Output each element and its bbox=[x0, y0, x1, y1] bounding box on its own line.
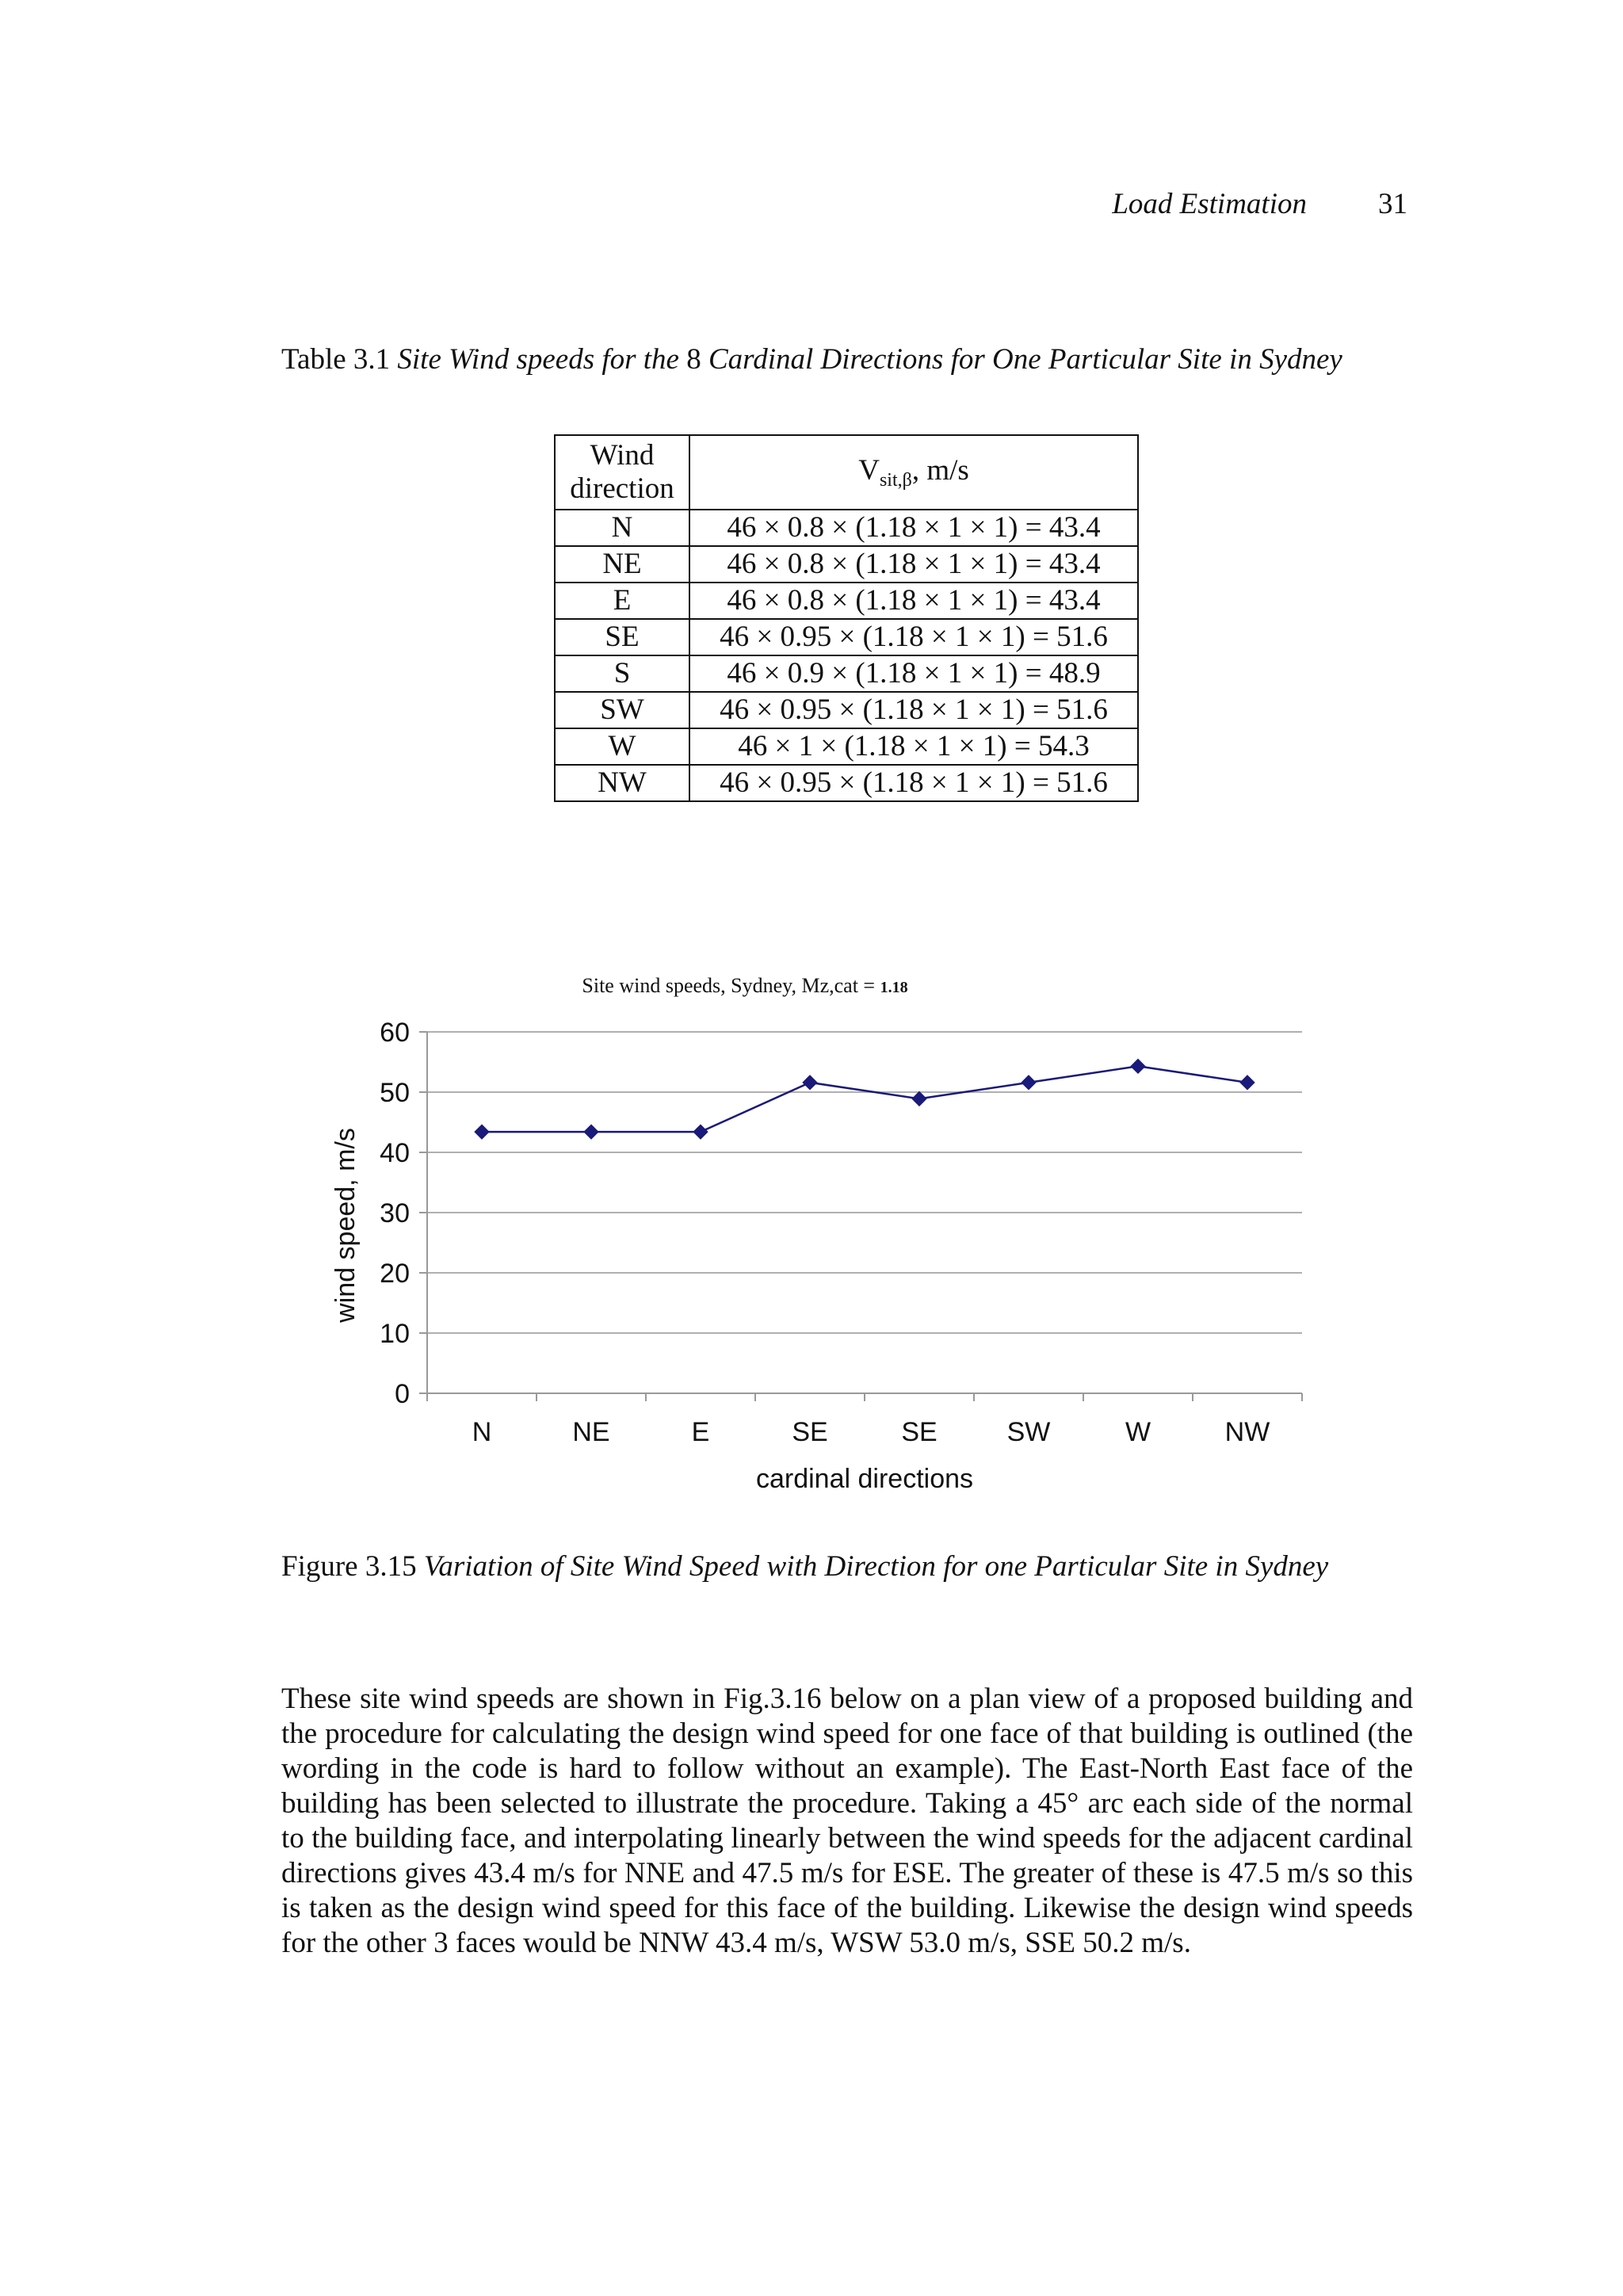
x-tick-label: SW bbox=[1006, 1417, 1051, 1447]
table-header-row bbox=[555, 435, 1138, 510]
body-paragraph: These site wind speeds are shown in Fig.3.16 below on a plan view of a proposed building and the procedure for calculating the design wind speed for one face of that building is outlined (the wording in the code is hard to follow without an example). The East-North East face of the building has been selected to illustrate the procedure. Taking a 45° arc each side of the normal to the building face, and interpolating linearly between the wind speeds for the adjacent cardinal directions gives 43.4 m/s for NNE and 47.5 m/s for ESE. The greater of these is 47.5 m/s so this is taken as the design wind speed for this face of the building. Likewise the design wind speeds for the other 3 faces would be NNW 43.4 m/s, WSW 53.0 m/s, SSE 50.2 m/s. bbox=[281, 1683, 1413, 1959]
chart-svg bbox=[301, 959, 1331, 1514]
table-caption bbox=[281, 342, 1391, 376]
axes-layer bbox=[380, 1018, 1302, 1447]
table-row bbox=[555, 583, 1138, 619]
calc-cell: 46 × 0.95 × (1.18 × 1 × 1) = 51.6 bbox=[689, 692, 1138, 728]
y-tick-label: 40 bbox=[380, 1138, 410, 1168]
direction-cell: NE bbox=[555, 546, 689, 583]
wind-speed-chart bbox=[301, 959, 1331, 1514]
y-tick-label: 20 bbox=[380, 1259, 410, 1289]
data-point-marker bbox=[475, 1125, 489, 1139]
direction-cell: NW bbox=[555, 765, 689, 801]
table-row bbox=[555, 765, 1138, 801]
running-title: Load Estimation bbox=[1112, 188, 1307, 220]
table-row bbox=[555, 546, 1138, 583]
direction-cell: SW bbox=[555, 692, 689, 728]
calc-cell: 46 × 0.8 × (1.18 × 1 × 1) = 43.4 bbox=[689, 583, 1138, 619]
calc-cell: 46 × 0.9 × (1.18 × 1 × 1) = 48.9 bbox=[689, 655, 1138, 692]
chart-title: Site wind speeds, Sydney, Mz,cat = 1.18 bbox=[582, 974, 908, 997]
y-tick-label: 10 bbox=[380, 1319, 410, 1349]
data-point-marker bbox=[1022, 1075, 1036, 1090]
table-row bbox=[555, 510, 1138, 546]
calc-cell: 46 × 0.95 × (1.18 × 1 × 1) = 51.6 bbox=[689, 765, 1138, 801]
x-tick-label: NE bbox=[572, 1417, 610, 1447]
grid-layer bbox=[427, 1032, 1302, 1333]
x-tick-label: E bbox=[691, 1417, 710, 1447]
x-tick-label: NW bbox=[1224, 1417, 1270, 1447]
wind-speed-table bbox=[554, 434, 1139, 802]
data-point-marker bbox=[1240, 1075, 1254, 1090]
table-row bbox=[555, 728, 1138, 765]
direction-cell: SE bbox=[555, 619, 689, 655]
x-tick-label: W bbox=[1125, 1417, 1151, 1447]
table-row bbox=[555, 655, 1138, 692]
calc-cell: 46 × 0.8 × (1.18 × 1 × 1) = 43.4 bbox=[689, 510, 1138, 546]
y-axis-label: wind speed, m/s bbox=[330, 1128, 361, 1323]
table-label: Table 3.1 bbox=[281, 343, 391, 376]
direction-cell: S bbox=[555, 655, 689, 692]
table-row bbox=[555, 619, 1138, 655]
data-point-marker bbox=[693, 1125, 708, 1139]
calc-cell: 46 × 1 × (1.18 × 1 × 1) = 54.3 bbox=[689, 728, 1138, 765]
header-wind-direction: Wind direction bbox=[555, 435, 689, 510]
table-body bbox=[555, 510, 1138, 801]
x-tick-label: SE bbox=[792, 1417, 828, 1447]
data-point-marker bbox=[912, 1091, 926, 1106]
direction-cell: W bbox=[555, 728, 689, 765]
x-tick-label: N bbox=[472, 1417, 492, 1447]
figure-title: Variation of Site Wind Speed with Direction for one Particular Site in Sydney bbox=[423, 1550, 1329, 1583]
y-tick-label: 50 bbox=[380, 1078, 410, 1108]
series-layer bbox=[475, 1059, 1254, 1139]
page-number: 31 bbox=[1378, 188, 1407, 220]
x-axis-label: cardinal directions bbox=[755, 1464, 974, 1494]
calc-cell: 46 × 0.95 × (1.18 × 1 × 1) = 51.6 bbox=[689, 619, 1138, 655]
table-title-number: 8 bbox=[686, 343, 701, 376]
header-site-wind-speed: $V_{sit,\beta}$, m/s bbox=[689, 435, 1138, 510]
calc-cell: 46 × 0.8 × (1.18 × 1 × 1) = 43.4 bbox=[689, 546, 1138, 583]
direction-cell: E bbox=[555, 583, 689, 619]
table-title-part1: Site Wind speeds for the bbox=[397, 343, 679, 376]
direction-cell: N bbox=[555, 510, 689, 546]
y-tick-label: 0 bbox=[395, 1379, 410, 1409]
data-point-marker bbox=[803, 1075, 817, 1090]
series-line bbox=[482, 1066, 1247, 1132]
x-tick-label: SE bbox=[901, 1417, 938, 1447]
table-title-part2: Cardinal Directions for One Particular Site in Sydney bbox=[708, 343, 1342, 376]
table-row bbox=[555, 692, 1138, 728]
data-point-marker bbox=[1131, 1059, 1145, 1073]
figure-caption bbox=[281, 1549, 1430, 1584]
y-tick-label: 60 bbox=[380, 1018, 410, 1048]
figure-label: Figure 3.15 bbox=[281, 1550, 417, 1583]
y-tick-label: 30 bbox=[380, 1198, 410, 1228]
data-point-marker bbox=[584, 1125, 598, 1139]
running-header bbox=[0, 187, 1407, 227]
